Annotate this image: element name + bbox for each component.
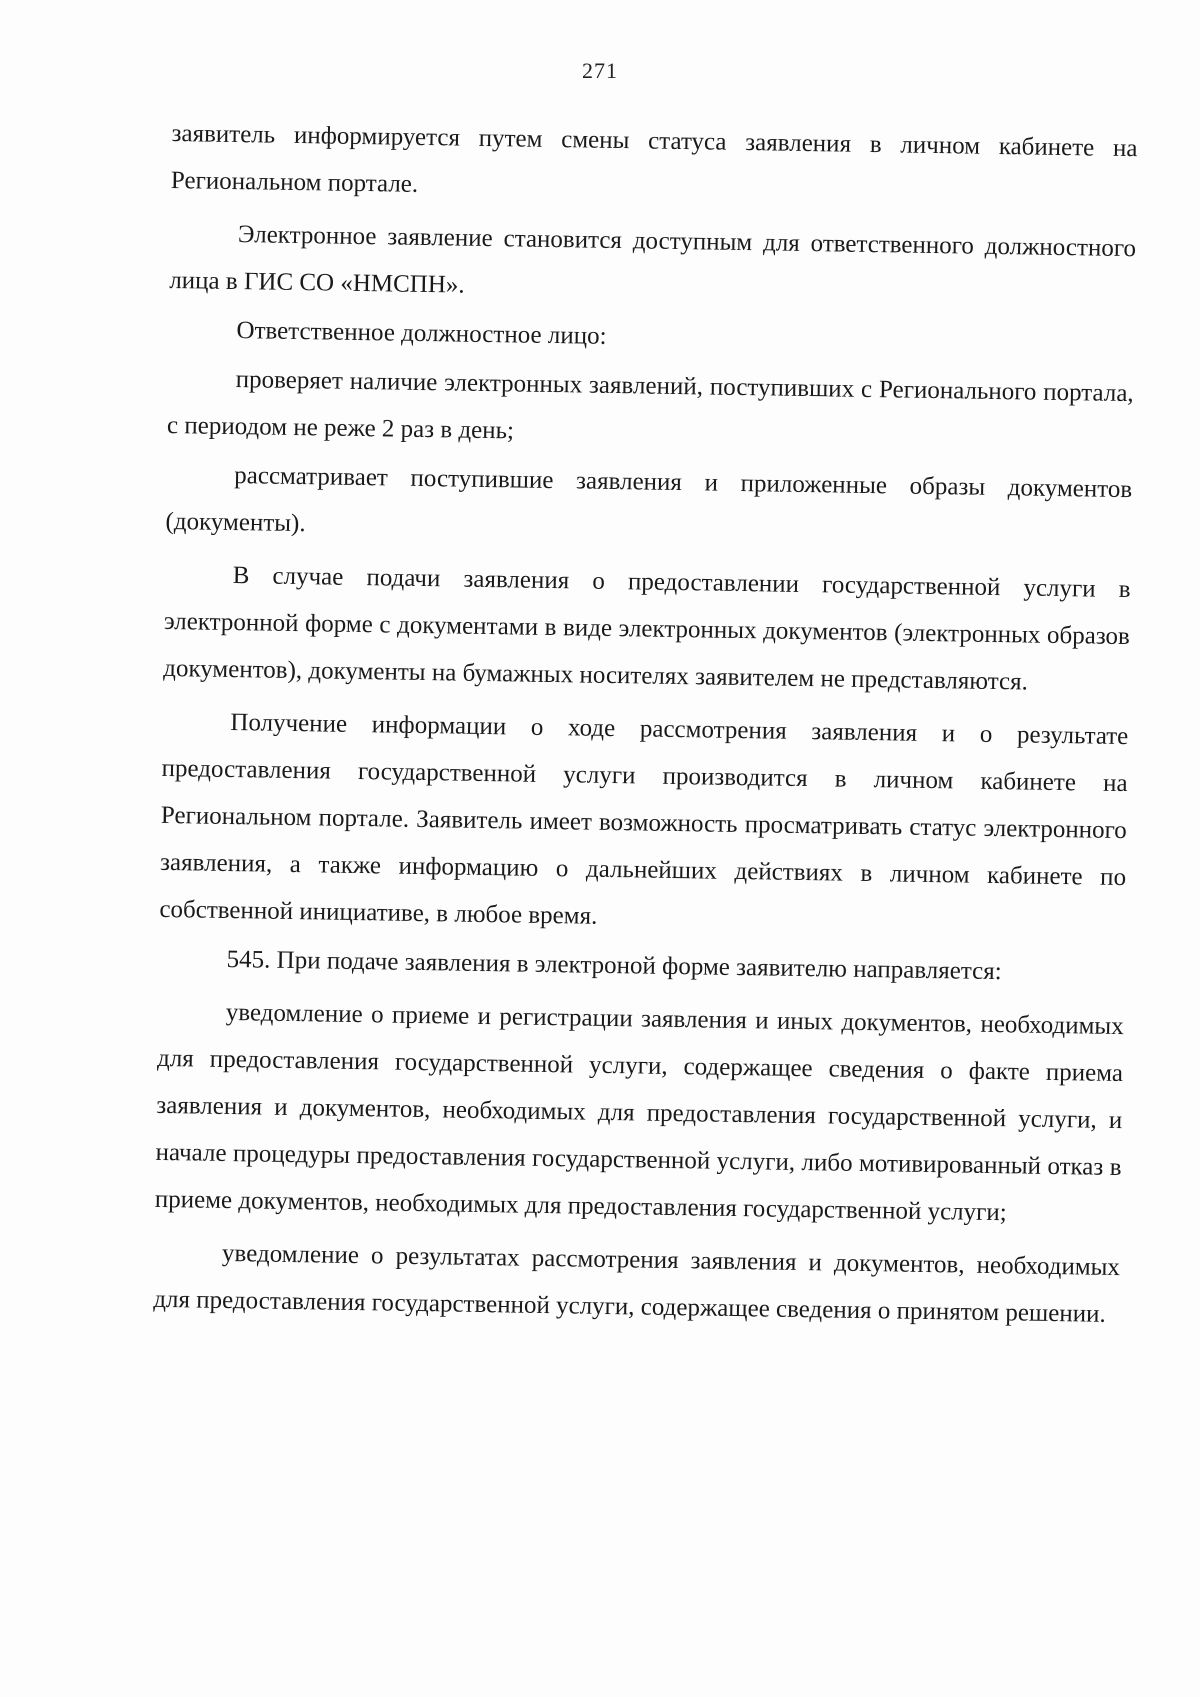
paragraph-responsible-official: Ответственное должностное лицо: xyxy=(236,317,607,350)
paragraph-paper-documents: В случае подачи заявления о предоставлении государственной услуги в электронной форме с документами в виде электронных документов (электронных образов документов), документы на бумажных носителях заявителем не представляются. xyxy=(163,562,1131,696)
paragraph-notification-receipt: уведомление о приеме и регистрации заявления и иных документов, необходимых для предоставления государственной услуги, содержащее сведения о факте приема заявления и документов, необходимых для предоставления государственной услуги, и начале процедуры предоставления государственной услуги, либо мотивированный отказ в приеме документов, необходимых для предоставления государственной услуги; xyxy=(154,998,1124,1227)
paragraph-notification-result: уведомление о результатах рассмотрения заявления и документов, необходимых для предоставления государственной услуги, содержащее сведения о принятом решении. xyxy=(153,1239,1121,1328)
paragraph-clause-545: 545. При подаче заявления в электроной форме заявителю направляется: xyxy=(226,945,1002,986)
paragraph-checks-applications: проверяет наличие электронных заявлений, поступивших с Регионального портала, с периодом не реже 2 раз в день; xyxy=(166,366,1134,445)
paragraph-continuation: заявитель информируется путем смены статуса заявления в личном кабинете на Региональном портале. xyxy=(170,119,1138,198)
paragraph-reviews-applications: рассматривает поступившие заявления и приложенные образы документов (документы). xyxy=(165,462,1133,538)
paragraph-electronic-application: Электронное заявление становится доступным для ответственного должностного лица в ГИС СО «НМСПН». xyxy=(169,221,1137,299)
document-body xyxy=(153,110,1138,1338)
page-number: 271 xyxy=(582,58,618,83)
paragraph-status-information: Получение информации о ходе рассмотрения заявления и о результате предоставления государственной услуги производится в личном кабинете на Региональном портале. Заявитель имеет возможность просматривать статус электронного заявления, а также информацию о дальнейших действиях в личном кабинете по собственной инициативе, в любое время. xyxy=(159,708,1129,930)
